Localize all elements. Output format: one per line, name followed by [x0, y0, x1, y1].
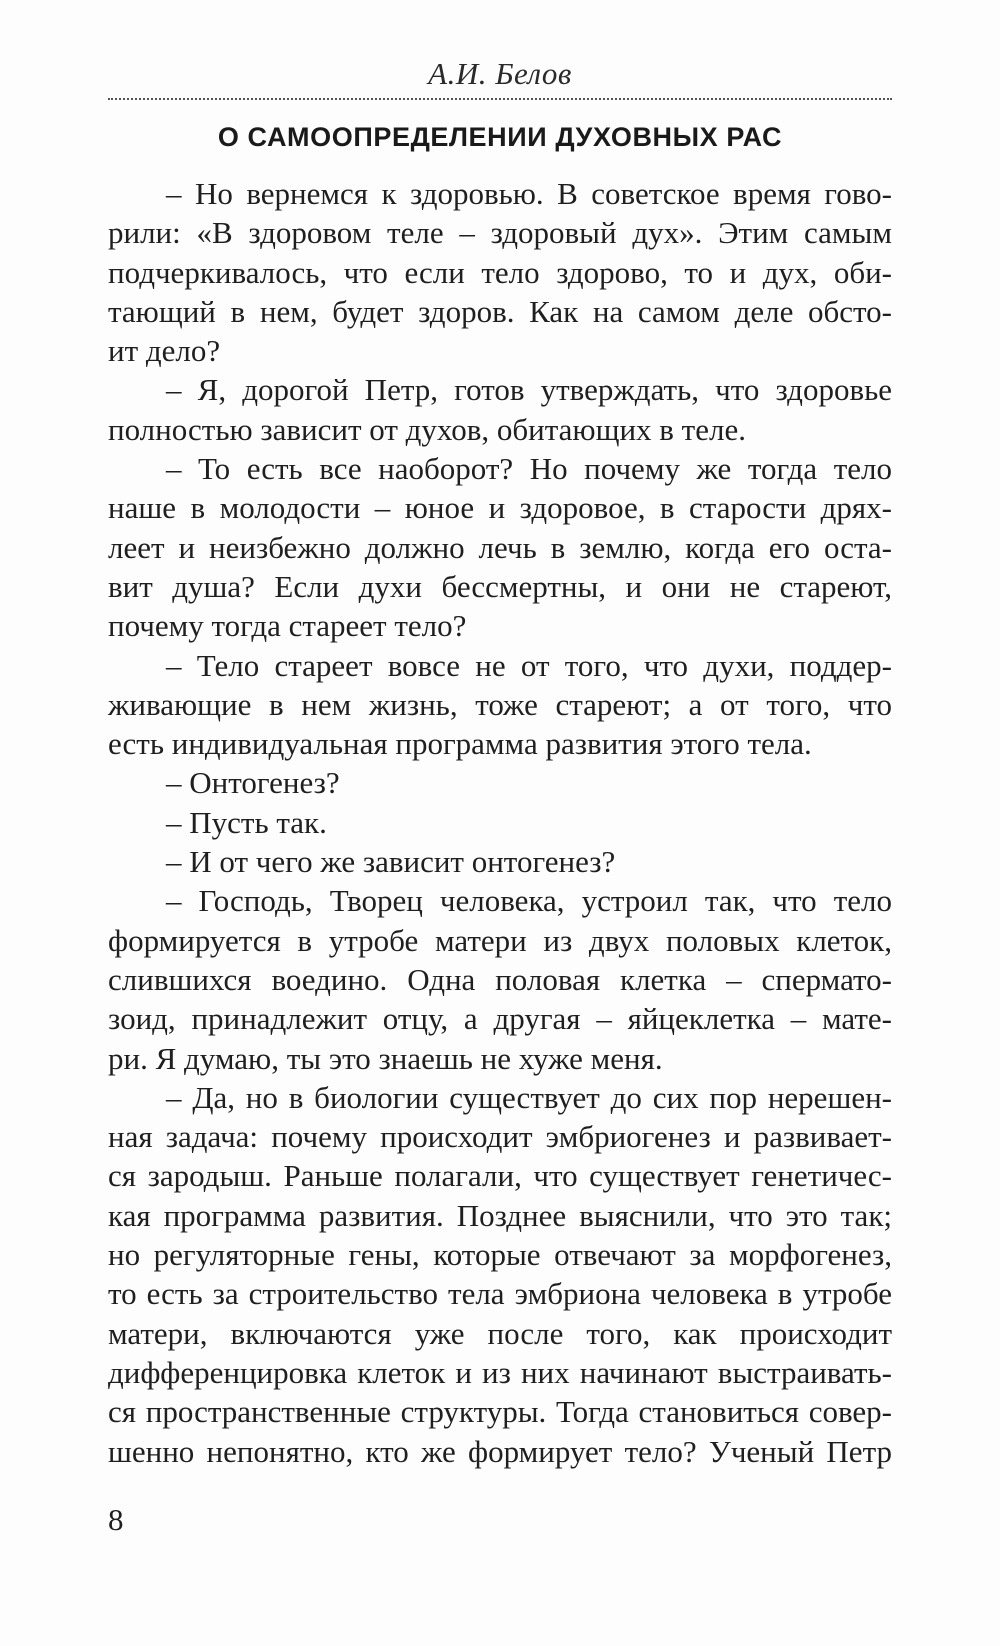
- text-line: формируется в утробе матери из двух половых клеток,: [108, 922, 892, 958]
- text-line: – Тело стареет вовсе не от того, что духи, поддер-: [166, 647, 892, 683]
- text-line: шенно непонятно, кто же формирует тело? Ученый Петр: [108, 1433, 892, 1469]
- text-line: ся зародыш. Раньше полагали, что существует генетичес-: [108, 1158, 892, 1194]
- text-line: рили: «В здоровом теле – здоровый дух». Этим самым: [108, 215, 892, 251]
- text-line: леет и неизбежно должно лечь в землю, когда его оста-: [108, 529, 892, 565]
- text-line: зоид, принадлежит отцу, а другая – яйцеклетка – мате-: [108, 1001, 892, 1037]
- text-line: есть индивидуальная программа развития этого тела.: [108, 726, 812, 762]
- text-line: матери, включаются уже после того, как происходит: [108, 1315, 892, 1351]
- text-line: слившихся воедино. Одна половая клетка – спермато-: [108, 961, 892, 997]
- text-line: ри. Я думаю, ты это знаешь не хуже меня.: [108, 1040, 663, 1076]
- text-line: ная задача: почему происходит эмбриогенез и развивает-: [108, 1119, 892, 1155]
- text-line: ит дело?: [108, 333, 221, 369]
- text-line: – Пусть так.: [166, 804, 327, 840]
- text-line: кая программа развития. Позднее выяснили, что это так;: [108, 1197, 892, 1233]
- text-line: ся пространственные структуры. Тогда становиться совер-: [108, 1394, 892, 1430]
- text-line: вит душа? Если духи бессмертны, и они не стареют,: [108, 568, 892, 604]
- chapter-title: О САМООПРЕДЕЛЕНИИ ДУХОВНЫХ РАС: [217, 122, 783, 152]
- running-head-author: А.И. Белов: [428, 56, 572, 91]
- text-line: – Онтогенез?: [166, 765, 340, 801]
- text-line: наше в молодости – юное и здоровое, в старости дрях-: [108, 490, 892, 526]
- text-line: но регуляторные гены, которые отвечают за морфогенез,: [108, 1237, 892, 1273]
- header-dotted-rule: [108, 98, 892, 100]
- text-line: – Да, но в биологии существует до сих пор нерешен-: [166, 1079, 892, 1115]
- text-line: полностью зависит от духов, обитающих в теле.: [108, 411, 746, 447]
- text-line: – Я, дорогой Петр, готов утверждать, что здоровье: [166, 372, 892, 408]
- text-line: живающие в нем жизнь, тоже стареют; а от того, что: [108, 686, 892, 722]
- text-line: то есть за строительство тела эмбриона человека в утробе: [108, 1276, 892, 1312]
- text-line: – То есть все наоборот? Но почему же тогда тело: [166, 451, 892, 487]
- text-line: подчеркивалось, что если тело здорово, то и дух, оби-: [108, 254, 892, 290]
- text-line: дифференцировка клеток и из них начинают выстраивать-: [108, 1354, 892, 1390]
- body-text: [108, 174, 892, 1471]
- page-number: 8: [108, 1502, 124, 1537]
- text-line: – И от чего же зависит онтогенез?: [166, 844, 616, 880]
- text-line: тающий в нем, будет здоров. Как на самом деле обсто-: [108, 293, 892, 329]
- text-line: – Но вернемся к здоровью. В советское время гово-: [166, 176, 892, 211]
- text-line: почему тогда стареет тело?: [108, 608, 467, 644]
- text-line: – Господь, Творец человека, устроил так, что тело: [166, 883, 892, 919]
